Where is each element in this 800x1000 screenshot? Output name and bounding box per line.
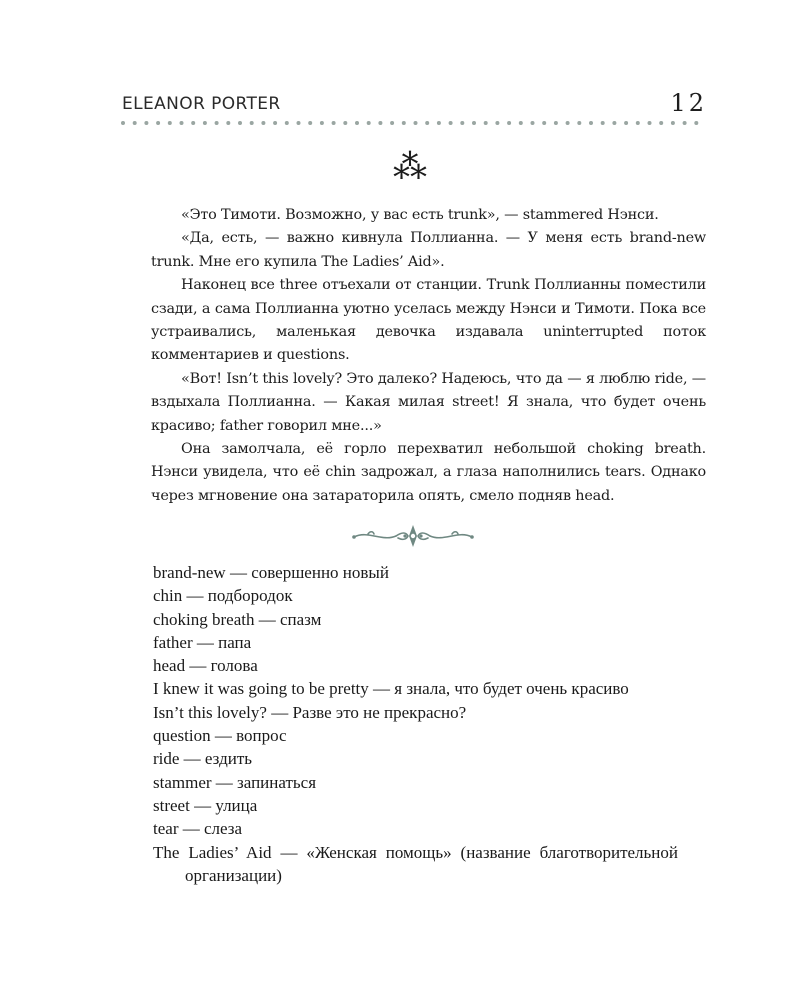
rule-dot <box>425 121 429 125</box>
rule-dot <box>308 121 312 125</box>
dotted-rule <box>120 119 710 127</box>
vocabulary-item: head — голова <box>153 656 258 676</box>
svg-text:⁂: ⁂ <box>393 148 427 187</box>
rule-dot <box>144 121 148 125</box>
vocabulary-item: chin — подбородок <box>153 586 293 606</box>
rule-dot <box>601 121 605 125</box>
rule-dot <box>133 121 137 125</box>
rule-dot <box>332 121 336 125</box>
rule-dot <box>636 121 640 125</box>
rule-dot <box>390 121 394 125</box>
paragraph: «Вот! Isn’t this lovely? Это далеко? Надеюсь, что да — я люблю ride, — вздыхала Поллианна. — Какая милая street! Я знала, что будет очень красиво; father говорил мне...» <box>151 370 706 434</box>
vocabulary-item: The Ladies’ Aid — «Женская помощь» (название благотворительной организации) <box>153 842 678 885</box>
rule-dot <box>156 121 160 125</box>
rule-dot <box>577 121 581 125</box>
author-name: ELEANOR PORTER <box>122 94 281 114</box>
paragraph: Наконец все three отъехали от станции. Trunk Поллианны поместили сзади, а сама Поллианна уютно уселась между Нэнси и Тимоти. Пока все устраивались, маленькая девочка издавала uninterrupted поток комментариев и questions. <box>151 277 706 364</box>
vocabulary-item: tear — слеза <box>153 819 243 839</box>
rule-dot <box>554 121 558 125</box>
paragraph: Она замолчала, её горло перехватил небольшой choking breath. Нэнси увидела, что её chin задрожал, а глаза наполнились tears. Однако через мгновение она затараторила опять, смело подняв head. <box>151 441 706 504</box>
rule-dot <box>460 121 464 125</box>
rule-dot <box>215 121 219 125</box>
vocabulary-item: street — улица <box>153 795 258 815</box>
rule-dot <box>320 121 324 125</box>
rule-dot <box>121 121 125 125</box>
body-text <box>151 204 706 508</box>
rule-dot <box>402 121 406 125</box>
rule-dot <box>191 121 195 125</box>
vocabulary-item: question — вопрос <box>153 726 287 746</box>
rule-dot <box>261 121 265 125</box>
rule-dot <box>414 121 418 125</box>
vocabulary-item: father — папа <box>153 632 252 652</box>
rule-dot <box>589 121 593 125</box>
rule-dot <box>472 121 476 125</box>
rule-dot <box>507 121 511 125</box>
rule-dot <box>203 121 207 125</box>
rule-dot <box>531 121 535 125</box>
rule-dot <box>343 121 347 125</box>
rule-dot <box>180 121 184 125</box>
rule-dot <box>519 121 523 125</box>
rule-dot <box>273 121 277 125</box>
rule-dot <box>566 121 570 125</box>
rule-dot <box>542 121 546 125</box>
page-number: 12 <box>670 89 707 117</box>
rule-dot <box>648 121 652 125</box>
vocabulary-list <box>153 561 678 887</box>
rule-dot <box>659 121 663 125</box>
rule-dot <box>226 121 230 125</box>
paragraph: «Это Тимоти. Возможно, у вас есть trunk», — stammered Нэнси. <box>181 207 659 223</box>
rule-dot <box>378 121 382 125</box>
asterism-icon <box>380 148 440 188</box>
vocabulary-item: Isn’t this lovely? — Разве это не прекрасно? <box>153 702 467 722</box>
rule-dot <box>683 121 687 125</box>
rule-dot <box>694 121 698 125</box>
rule-dot <box>484 121 488 125</box>
rule-dot <box>250 121 254 125</box>
rule-dot <box>168 121 172 125</box>
vocabulary-item: choking breath — спазм <box>153 609 322 629</box>
rule-dot <box>612 121 616 125</box>
vocabulary-item: brand-new — совершенно новый <box>153 563 389 582</box>
vocabulary-item: I knew it was going to be pretty — я знала, что будет очень красиво <box>153 679 629 699</box>
paragraph: «Да, есть, — важно кивнула Поллианна. — У меня есть brand-new trunk. Мне его купила The Ladies’ Aid». <box>151 230 706 270</box>
rule-dot <box>238 121 242 125</box>
rule-dot <box>495 121 499 125</box>
rule-dot <box>624 121 628 125</box>
rule-dot <box>355 121 359 125</box>
vocabulary-item: stammer — запинаться <box>153 772 317 792</box>
rule-dot <box>285 121 289 125</box>
vocabulary-item: ride — ездить <box>153 749 253 769</box>
rule-dot <box>367 121 371 125</box>
running-header <box>120 89 710 122</box>
rule-dot <box>437 121 441 125</box>
flourish-divider-icon <box>348 522 478 550</box>
rule-dot <box>671 121 675 125</box>
rule-dot <box>297 121 301 125</box>
rule-dot <box>449 121 453 125</box>
